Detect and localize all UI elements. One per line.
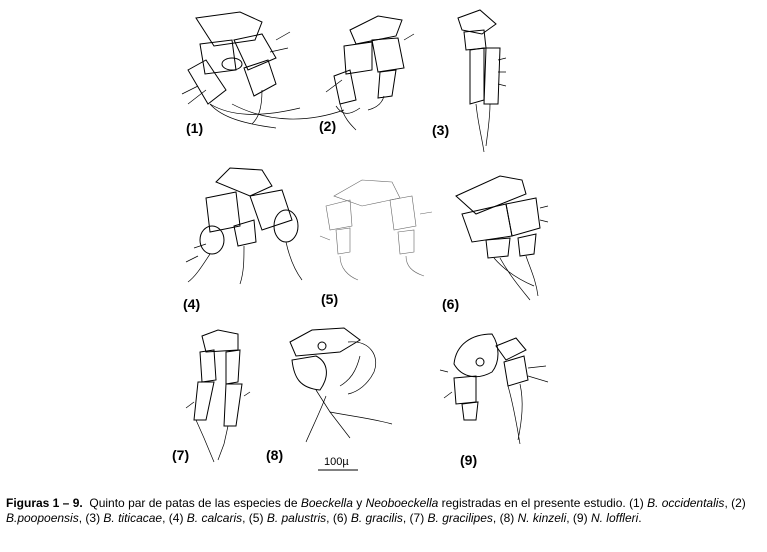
caption-genus: Neoboeckella [365,496,439,510]
caption-text: , (9) [566,511,591,525]
caption-species: B. palustris [266,511,327,525]
caption-text: , (8) [492,511,518,525]
caption-species: B. gracilis [350,511,403,525]
scale-bar-label: 100µ [324,456,349,468]
caption-species: N. loffleri [590,511,639,525]
figure-label-4: (4) [183,296,201,312]
figure-label-7: (7) [172,447,190,463]
drawing-7-gracilipes [186,330,250,462]
caption-species: B. gracilipes [427,511,493,525]
figure-caption [6,496,762,526]
figure-label-8: (8) [266,447,284,463]
caption-text: , (3) [78,511,104,525]
drawing-9-loffleri [440,334,548,444]
caption-text: y [352,496,366,510]
caption-species: B. titicacae [103,511,163,525]
caption-heading: Figuras 1 – 9. [6,496,83,510]
drawing-6-gracilis [456,176,548,300]
caption-text: , (7) [402,511,428,525]
caption-text: Quinto par de patas de las especies de [89,496,301,510]
caption-text: . [638,511,642,525]
figure-label-6: (6) [442,296,460,312]
drawing-1-occidentalis [182,12,344,128]
drawing-8-kinzeli [290,328,392,442]
figure-label-3: (3) [432,122,450,138]
caption-text: , (2) [724,496,746,510]
figure-label-2: (2) [319,118,337,134]
caption-text: , (5) [242,511,267,525]
figure-label-9: (9) [460,452,478,468]
caption-text: registradas en el presente estudio. (1) [438,496,648,510]
drawing-4-calcaris [186,168,302,284]
drawing-5-palustris [320,180,432,280]
caption-species: B. calcaris [186,511,243,525]
figure-label-1: (1) [186,120,204,136]
caption-species: N. kinzeli [517,511,567,525]
caption-species: B. occidentalis [647,496,725,510]
caption-species: B.poopoensis [6,511,79,525]
drawing-2-poopoensis [326,16,414,130]
figure-label-5: (5) [321,291,339,307]
caption-genus: Boeckella [300,496,353,510]
drawing-3-titicacae [458,10,506,152]
caption-text: , (4) [162,511,187,525]
caption-text: , (6) [326,511,351,525]
